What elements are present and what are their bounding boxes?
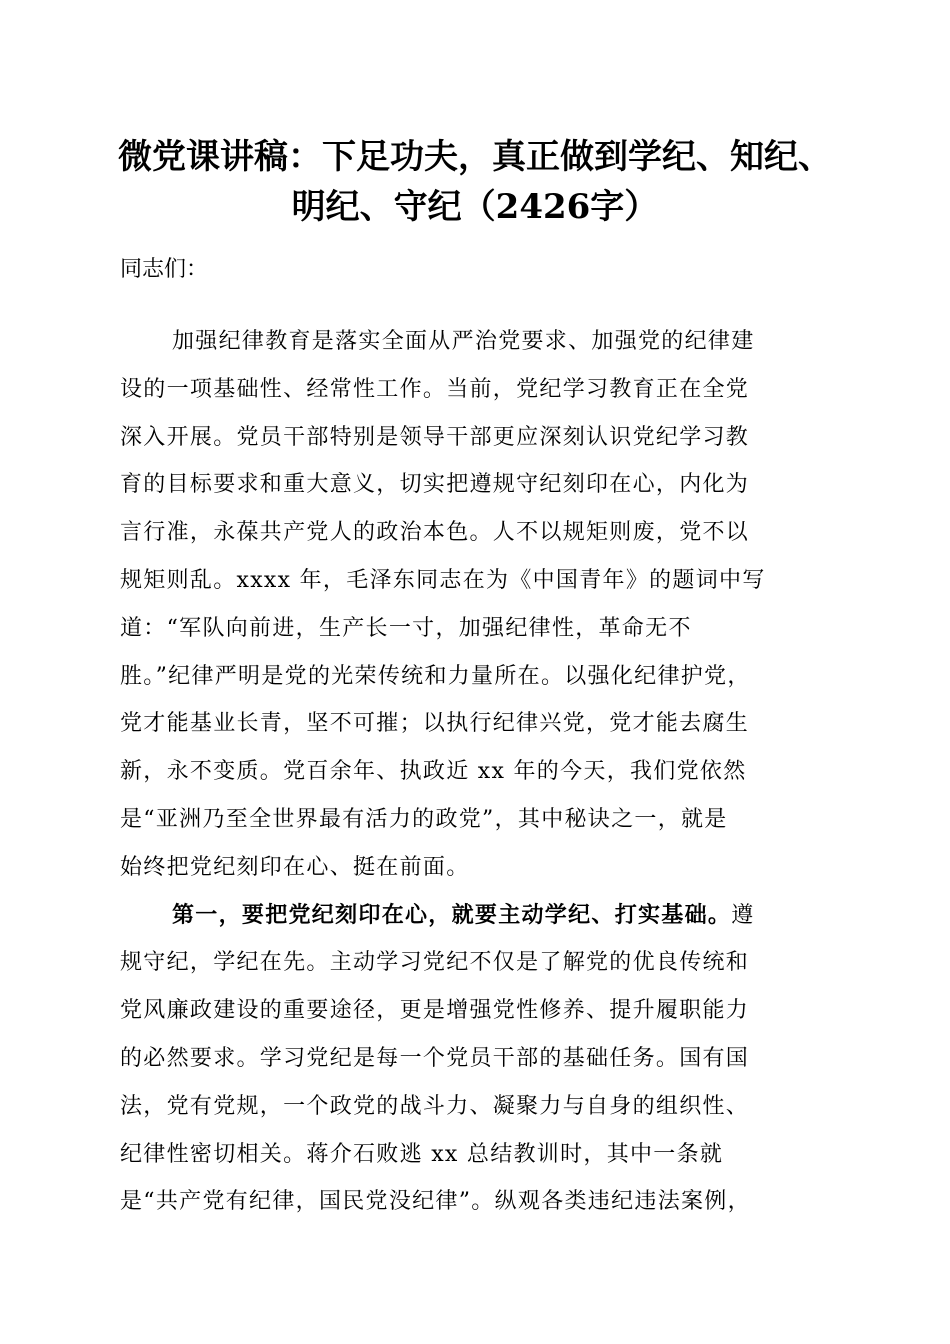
paragraph-1-line: 言行准，永葆共产党人的政治本色。人不以规矩则废，党不以	[120, 520, 750, 546]
paragraph-1-line: 设的一项基础性、经常性工作。当前，党纪学习教育正在全党	[120, 376, 750, 402]
paragraph-1-line: 深入开展。党员干部特别是领导干部更应深刻认识党纪学习教	[120, 424, 750, 450]
paragraph-1-line: 始终把党纪刻印在心、挺在前面。	[120, 854, 470, 880]
paragraph-2-line: 法，党有党规，一个政党的战斗力、凝聚力与自身的组织性、	[120, 1093, 750, 1119]
title-line-2: 明纪、守纪（2426字）	[291, 187, 659, 227]
paragraph-2-line: 纪律性密切相关。蒋介石败逃 xx 总结教训时，其中一条就	[120, 1141, 724, 1167]
paragraph-2-line: 是“共产党有纪律，国民党没纪律”。纵观各类违纪违法案例，	[120, 1189, 751, 1215]
paragraph-1-line: 胜。”纪律严明是党的光荣传统和力量所在。以强化纪律护党，	[120, 663, 751, 689]
paragraph-1-line: 育的目标要求和重大意义，切实把遵规守纪刻印在心，内化为	[120, 472, 750, 498]
paragraph-2-line: 的必然要求。学习党纪是每一个党员干部的基础任务。国有国	[120, 1045, 750, 1071]
paragraph-2-line: 党风廉政建设的重要途径，更是增强党性修养、提升履职能力	[120, 998, 750, 1024]
paragraph-2-first-line	[120, 892, 832, 940]
document-body	[120, 318, 832, 1226]
document-title	[110, 132, 840, 232]
paragraph-2-first-tail: 遵	[731, 902, 755, 928]
title-line-1: 微党课讲稿：下足功夫，真正做到学纪、知纪、	[118, 137, 832, 177]
paragraph-1-line: 道：“军队向前进，生产长一寸，加强纪律性，革命无不	[120, 615, 692, 641]
paragraph-1-line: 是“亚洲乃至全世界最有活力的政党”，其中秘诀之一，就是	[120, 806, 728, 832]
paragraph-2-heading: 第一，要把党纪刻印在心，就要主动学纪、打实基础。	[172, 901, 732, 928]
paragraph-1-line: 加强纪律教育是落实全面从严治党要求、加强党的纪律建	[172, 329, 755, 354]
paragraph-1-line: 新，永不变质。党百余年、执政近 xx 年的今天，我们党依然	[120, 759, 747, 785]
paragraph-2-line: 规守纪，学纪在先。主动学习党纪不仅是了解党的优良传统和	[120, 950, 750, 976]
paragraph-1-line: 规矩则乱。xxxx 年，毛泽东同志在为《中国青年》的题词中写	[120, 567, 766, 593]
paragraph-1-line: 党才能基业长青，坚不可摧；以执行纪律兴党，党才能去腐生	[120, 711, 750, 737]
salutation: 同志们：	[120, 257, 209, 282]
